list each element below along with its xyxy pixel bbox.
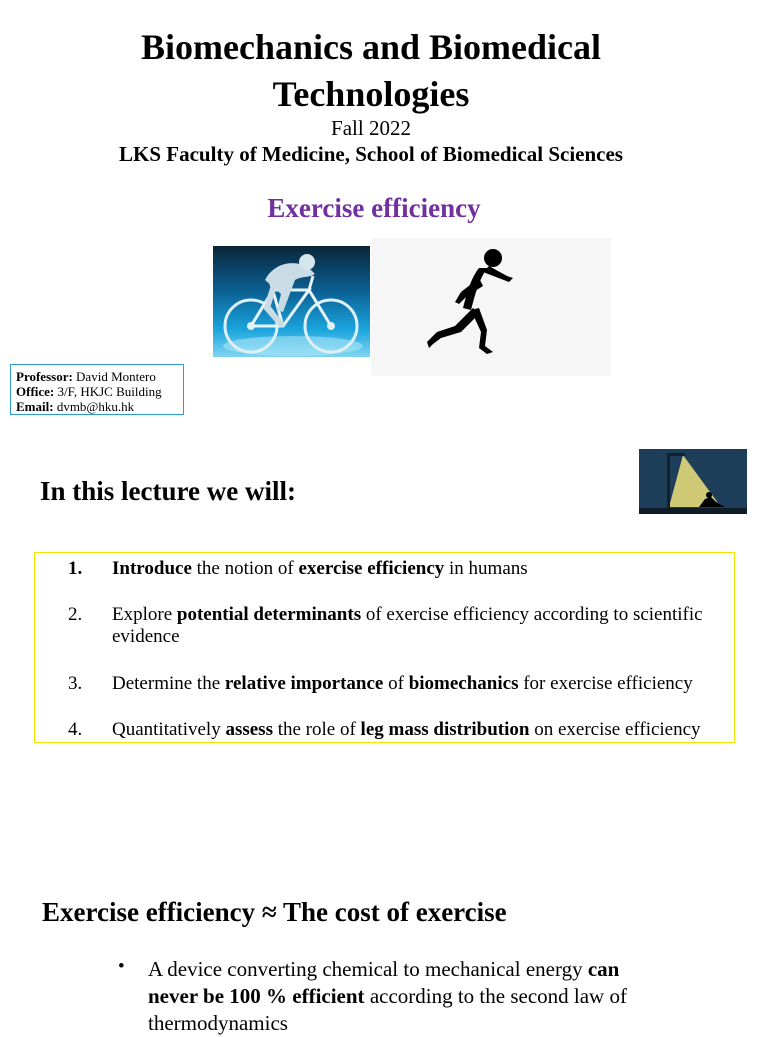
faculty: LKS Faculty of Medicine, School of Biomedical Sciences xyxy=(119,142,623,166)
email-row xyxy=(16,399,178,414)
title-line-1: Biomechanics and Biomedical xyxy=(140,27,602,67)
bold-text: leg mass distribution xyxy=(360,719,530,740)
professor-row xyxy=(16,369,178,384)
email-value: dvmb@hku.hk xyxy=(56,399,135,414)
text: for exercise efficiency xyxy=(518,673,693,694)
email-label: Email: xyxy=(16,399,54,414)
goal-text xyxy=(112,673,724,695)
section-heading: Exercise efficiency ≈ The cost of exercise xyxy=(42,897,507,927)
bold-text: can never be 100 % efficient xyxy=(148,957,620,1008)
professor-label: Professor: xyxy=(16,369,73,384)
goal-number: 2. xyxy=(68,604,83,625)
text: Quantitatively xyxy=(112,719,226,740)
spotlight-image xyxy=(639,449,747,514)
page-title xyxy=(0,24,742,118)
office-label: Office: xyxy=(16,384,55,399)
goal-text xyxy=(112,719,724,741)
cyclist-image xyxy=(213,246,370,357)
bullet-text xyxy=(148,956,628,1037)
goal-text xyxy=(112,604,724,648)
subtitle: Exercise efficiency xyxy=(267,193,481,223)
bold-text: potential determinants xyxy=(176,604,362,625)
professor-info-box xyxy=(10,364,184,415)
text: A device converting chemical to mechanical energy xyxy=(148,957,588,981)
runner-image xyxy=(371,238,611,376)
bold-text: assess xyxy=(225,719,273,740)
text: according to the second law of thermodynamics xyxy=(148,984,627,1035)
lecture-heading: In this lecture we will: xyxy=(40,476,296,506)
bold-text: exercise efficiency xyxy=(298,558,445,579)
goal-text xyxy=(112,558,724,580)
office-row xyxy=(16,384,178,399)
goal-number: 4. xyxy=(68,719,83,740)
bullet-marker: • xyxy=(118,956,125,977)
bold-text: relative importance xyxy=(224,673,384,694)
text: on exercise efficiency xyxy=(529,719,701,740)
term: Fall 2022 xyxy=(331,116,411,140)
text: Determine the xyxy=(112,673,225,694)
professor-name: David Montero xyxy=(76,369,156,384)
text: of exercise efficiency according to scientific evidence xyxy=(112,604,703,647)
office-value: 3/F, HKJC Building xyxy=(57,384,162,399)
text: in humans xyxy=(444,558,528,579)
goal-number: 1. xyxy=(68,558,83,579)
title-line-2: Technologies xyxy=(272,74,470,114)
bold-text: Introduce xyxy=(112,558,192,579)
text: of xyxy=(383,673,409,694)
text: Explore xyxy=(112,604,177,625)
text: the role of xyxy=(272,719,361,740)
bold-text: biomechanics xyxy=(408,673,519,694)
goal-number: 3. xyxy=(68,673,83,694)
text: the notion of xyxy=(191,558,299,579)
